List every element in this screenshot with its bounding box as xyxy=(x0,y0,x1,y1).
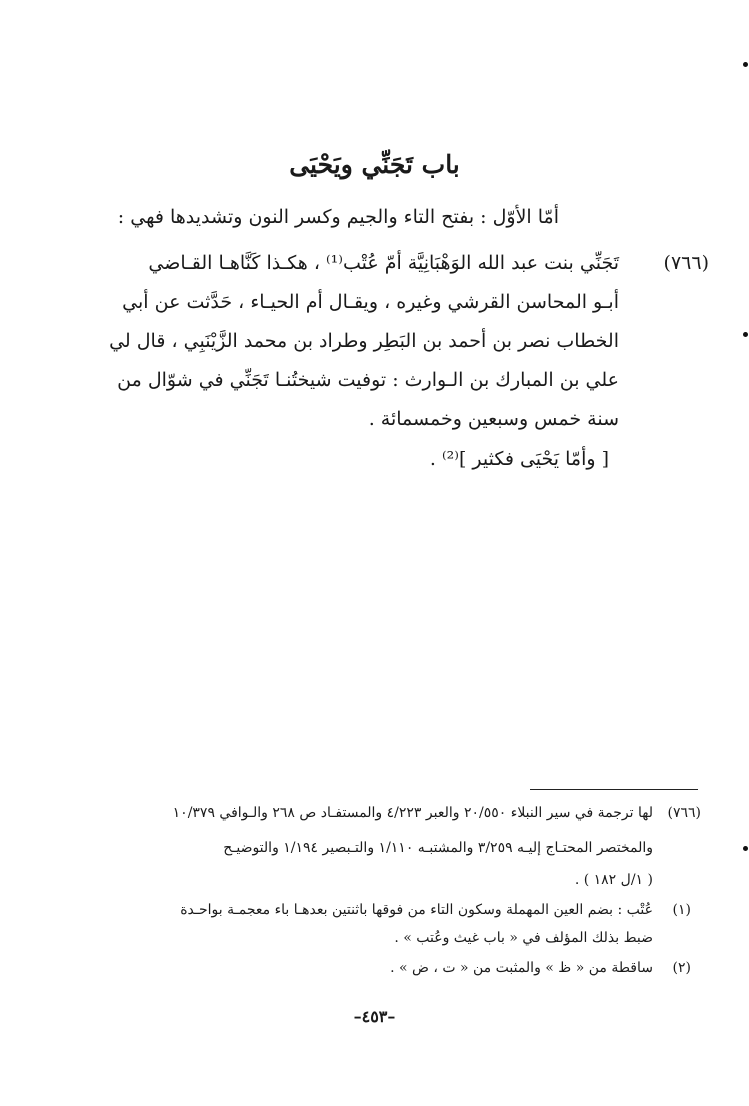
body-line: أبـو المحاسن القرشي وغيره ، ويقـال أم الحيـاء ، حَدَّثت عن أبي xyxy=(122,291,619,313)
footnote-line: والمختصر المحتـاج إليـه ٣/٢٥٩ والمشتبـه ١/١١٠ والتـبصير ١/١٩٤ والتوضيـح xyxy=(223,840,653,856)
margin-mark xyxy=(743,332,748,337)
margin-mark xyxy=(743,62,748,67)
body-line: الخطاب نصر بن أحمد بن البَطِر وطراد بن محمد الزَّيْنَبِي ، قال لي xyxy=(109,330,619,352)
footnote-line: ( ١/ل ١٨٢ ) . xyxy=(574,872,653,888)
entry-number: (٧٦٦) xyxy=(663,252,709,274)
intro-line: أمّا الأوّل : بفتح التاء والجيم وكسر النون وتشديدها فهي : xyxy=(117,206,559,228)
footnote-line: ساقطة من « ظ » والمثبت من « ت ، ض » . xyxy=(390,960,653,976)
chapter-title: باب تَجَنِّي ويَحْيَى xyxy=(289,150,460,179)
page-number: –٤٥٣– xyxy=(353,1007,396,1026)
footnote-ref: (٢) xyxy=(672,960,691,976)
body-line: سنة خمس وسبعين وخمسمائة . xyxy=(368,408,619,430)
footnote-line: لها ترجمة في سير النبلاء ٢٠/٥٥٠ والعبر ٤/٢٢٣ والمستفـاد ص ٢٦٨ والـوافي ١٠/٣٧٩ xyxy=(172,805,653,821)
margin-mark xyxy=(743,846,748,851)
footnote-separator xyxy=(530,789,698,790)
body-line: [ وأمّا يَحْيَى فكثير ]⁽²⁾ . xyxy=(429,448,609,470)
body-line: تَجَنِّي بنت عبد الله الوَهْبَانِيَّة أمّ عُتْب⁽¹⁾ ، هكـذا كَنَّاهـا القـاضي xyxy=(148,252,619,274)
footnote-line: عُتْب : بضم العين المهملة وسكون التاء من فوقها باثنتين بعدهـا باء معجمـة بواحـدة xyxy=(180,902,653,918)
body-line: علي بن المبارك بن الـوارث : توفيت شيختُنـا تَجَنِّي في شوّال من xyxy=(117,369,619,391)
footnote-line: ضبط بذلك المؤلف في « باب غيث وعُتب » . xyxy=(394,930,653,946)
footnote-ref: (١) xyxy=(672,902,691,918)
footnote-ref: (٧٦٦) xyxy=(667,805,701,821)
